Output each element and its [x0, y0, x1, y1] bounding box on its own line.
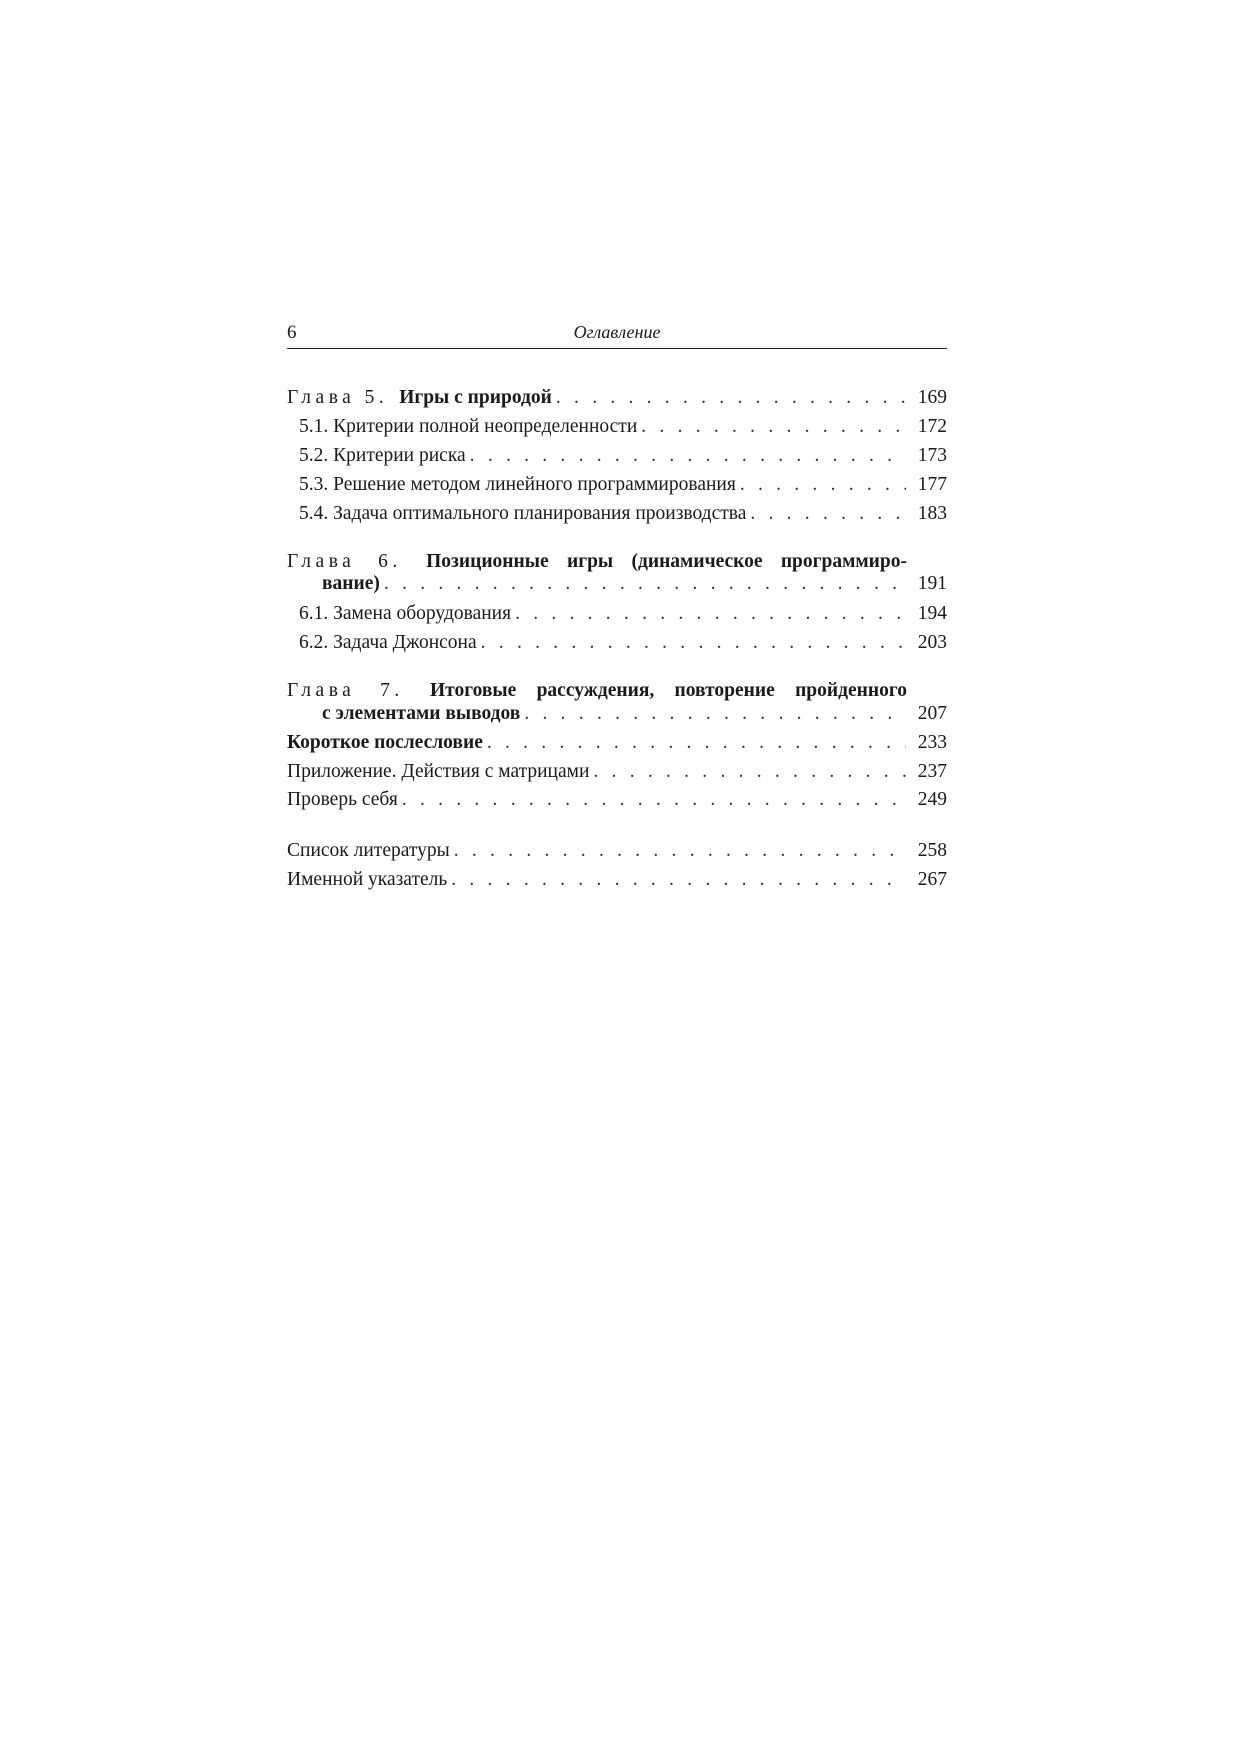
running-title: Оглавление — [573, 322, 661, 342]
running-header — [287, 322, 947, 349]
leader-dots — [593, 758, 905, 786]
toc-entry-self-test[interactable] — [287, 786, 947, 814]
leader-dots — [451, 866, 906, 894]
chapter-title: Игры с природой — [399, 387, 552, 408]
page-ref: 191 — [917, 573, 947, 594]
page-ref: 249 — [917, 789, 947, 810]
appendix-title: Приложение. Действия с матрицами — [287, 761, 590, 782]
page-ref: 233 — [917, 732, 947, 753]
self-test-title: Проверь себя — [287, 789, 398, 810]
toc-entry-name-index[interactable] — [287, 866, 947, 894]
leader-dots — [641, 413, 905, 441]
page-ref: 203 — [917, 632, 947, 653]
leader-dots — [384, 570, 906, 598]
leader-dots — [402, 786, 906, 814]
page-ref: 183 — [917, 503, 947, 524]
chapter-prefix: Глава 5. — [287, 387, 389, 408]
leader-dots — [556, 384, 906, 412]
chapter-title: Позиционные игры (динамическое программиро- — [426, 551, 907, 572]
leader-dots — [487, 729, 906, 757]
leader-dots — [515, 600, 906, 628]
leader-dots — [750, 500, 905, 528]
page-ref: 267 — [917, 869, 947, 890]
leader-dots — [470, 442, 906, 470]
leader-dots — [454, 837, 906, 865]
section-title: 5.1. Критерии полной неопределенности — [299, 416, 638, 437]
chapter-title-continued: с элементами выводов — [322, 703, 521, 724]
toc-entry-section-5-1[interactable] — [299, 413, 947, 441]
afterword-title: Короткое послесловие — [287, 732, 483, 753]
toc-entry-section-6-2[interactable] — [299, 629, 947, 657]
section-title: 5.2. Критерии риска — [299, 445, 466, 466]
name-index-title: Именной указатель — [287, 869, 448, 890]
leader-dots — [740, 471, 906, 499]
page-ref: 258 — [917, 840, 947, 861]
page-ref: 172 — [917, 416, 947, 437]
section-title: 6.2. Задача Джонсона — [299, 632, 477, 653]
toc-entry-section-6-1[interactable] — [299, 600, 947, 628]
toc-entry-afterword[interactable] — [287, 729, 947, 757]
leader-dots — [524, 700, 905, 728]
page-ref: 237 — [917, 761, 947, 782]
section-title: 5.4. Задача оптимального планирования производства — [299, 503, 747, 524]
leader-dots — [481, 629, 906, 657]
toc-entry-chapter-6-line2[interactable] — [322, 570, 947, 598]
chapter-prefix: Глава 7. — [287, 680, 404, 701]
page-number: 6 — [287, 322, 297, 343]
toc-entry-section-5-4[interactable] — [299, 500, 947, 528]
chapter-title: Итоговые рассуждения, повторение пройденного — [430, 680, 907, 701]
page-ref: 194 — [917, 603, 947, 624]
toc-entry-section-5-2[interactable] — [299, 442, 947, 470]
section-title: 5.3. Решение методом линейного программирования — [299, 474, 736, 495]
toc-entry-section-5-3[interactable] — [299, 471, 947, 499]
section-title: 6.1. Замена оборудования — [299, 603, 512, 624]
page-ref: 173 — [917, 445, 947, 466]
references-title: Список литературы — [287, 840, 450, 861]
chapter-prefix: Глава 6. — [287, 551, 402, 572]
page-ref: 177 — [917, 474, 947, 495]
page-ref: 207 — [917, 703, 947, 724]
toc-entry-chapter-5[interactable] — [287, 384, 947, 412]
page-ref: 169 — [917, 387, 947, 408]
toc-entry-chapter-7-line2[interactable] — [322, 700, 947, 728]
toc-entry-references[interactable] — [287, 837, 947, 865]
chapter-title-continued: вание) — [322, 573, 380, 594]
toc-entry-appendix[interactable] — [287, 758, 947, 786]
